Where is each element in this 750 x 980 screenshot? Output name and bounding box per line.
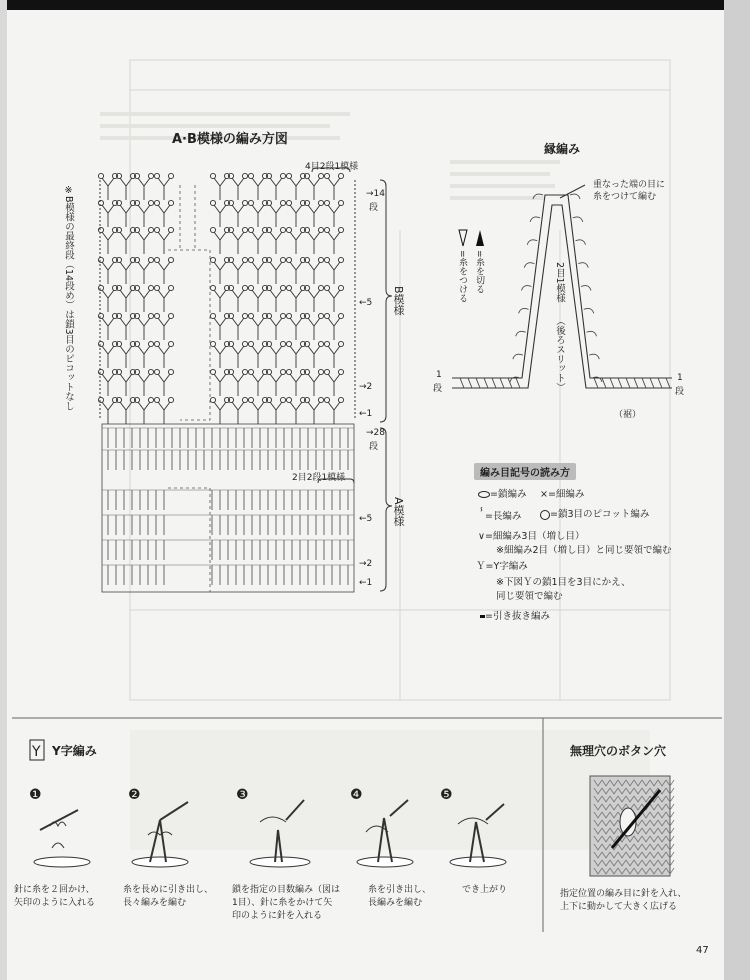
b-repeat-label: 4目2段1模様 [305,162,359,172]
page-number: 47 [696,945,709,956]
step-4-number: ❹ [350,787,363,803]
b-row-2: →2 [359,382,373,392]
legend-y-row: Ｙ=Y字編み [476,561,528,572]
legend-y-note1: ※下図 [496,577,523,588]
legend-dc-row: ⸯ=長編み [478,508,522,522]
step-3-number: ❸ [236,787,249,803]
step-5-number: ❺ [440,787,453,803]
a-row-5: ←5 [359,514,373,524]
step-5-illustration [450,804,506,867]
edge-center-label: 2目1模様 [554,262,565,303]
b-row-1: ←1 [359,409,373,419]
edge-callout: 重なった端の目に 糸をつけて編む [593,180,666,202]
step-1-caption: 針に糸を２回かけ、 矢印のように入れる [14,885,96,908]
step-2-illustration [132,802,188,867]
step-5-caption: でき上がり [462,885,508,895]
legend-y-note2: 同じ要領で編む [496,591,563,602]
a-row-2: →2 [359,559,373,569]
buttonhole-illustration [590,776,674,876]
legend-picot: =鎖3目のピコット編み [550,509,650,520]
legend-y-note1b: の鎖1目を3目にかえ、 [532,577,631,588]
a-row-28: →28 [366,428,385,438]
legend-title: 編み目記号の読み方 [474,463,576,480]
step-4-illustration [357,800,413,867]
b-row-14: →14 [366,189,385,199]
edge-row-right-unit: 段 [675,387,685,397]
step-3-illustration [250,800,310,867]
y-stitch-icon: Y [32,744,41,760]
a-pattern-label: A模様 [392,497,405,527]
legend-inc-row: ∨=細編み3目（増し目） [478,531,585,542]
hem-label: （裾） [614,410,642,420]
b-row-5: ←5 [359,298,373,308]
chart-title: A·B模様の編み方図 [172,132,288,147]
a-row-1: ←1 [359,578,373,588]
step-1-number: ❶ [29,787,42,803]
legend-dc: =長編み [484,511,522,522]
legend-chain: =鎖編み [490,489,527,500]
step-3-caption: 鎖を指定の目数編み（図は 1目）、針に糸をかけて矢 印のように針を入れる [232,885,341,921]
edge-row-left: 1 [436,370,442,380]
buttonhole-caption: 指定位置の編み目に針を入れ、 上下に動かして大きく広げる [560,889,687,912]
edge-row-right: 1 [677,373,683,383]
legend-y-note-row: ※下図Ｙの鎖1目を3目にかえ、 [496,577,631,588]
b-row-14-unit: 段 [369,203,379,213]
a-row-28-unit: 段 [369,442,379,452]
step-4-caption: 糸を引き出し、 長編みを編む [368,885,432,908]
b-pattern-label: B模様 [392,286,405,316]
y-stitch-title: Y字編み [52,744,97,758]
step-2-caption: 糸を長めに引き出し、 長々編みを編む [123,885,214,908]
a-repeat-label: 2目2段1模様 [292,473,346,483]
edge-row-left-unit: 段 [433,384,443,394]
legend-sc: ×=細編み [540,489,585,500]
buttonhole-title: 無理穴のボタン穴 [570,744,667,758]
legend-inc-note: ※細編み2目（増し目）と同じ要領で編む [496,545,672,556]
join-label: =糸をつける [457,250,467,303]
legend-inc: =細編み3目（増し目） [484,531,585,542]
legend-slip: =引き抜き編み [485,611,550,622]
edge-title: 縁編み [544,142,581,156]
note-last-row: ※B模様の最終段（14段め）は鎖3目のピコットなし [63,185,74,411]
legend-y: =Y字編み [485,561,528,572]
step-2-number: ❷ [128,787,141,803]
step-1-illustration [34,810,90,867]
edge-slit-label: （後ろスリット） [554,316,565,392]
cut-label: =糸を切る [474,250,484,294]
